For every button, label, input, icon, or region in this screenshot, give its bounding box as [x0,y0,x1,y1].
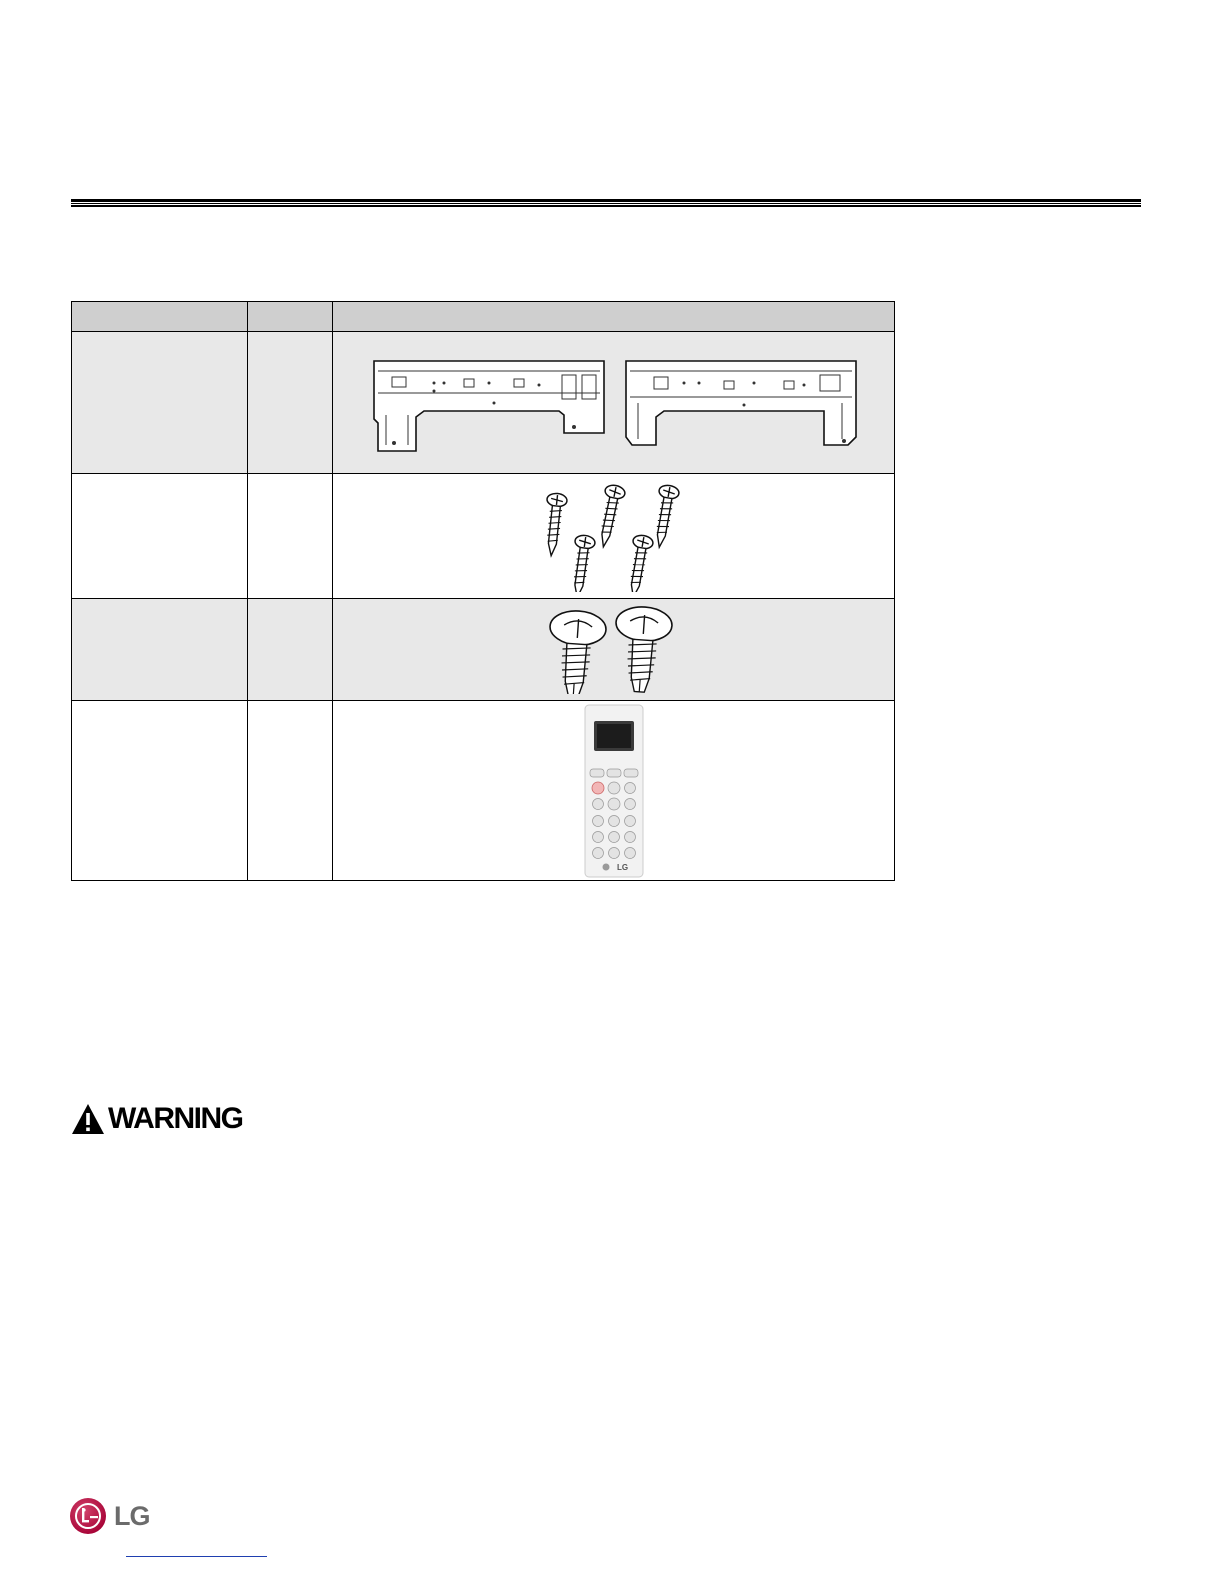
table-row [72,332,895,474]
cell-name [72,474,248,599]
header-rule [71,205,1141,207]
installation-plates-image [364,353,864,453]
footer-brand [69,1497,150,1535]
table-row [72,599,895,701]
warning-heading [71,1101,243,1137]
cell-qty [248,599,333,701]
footer-brand-text: LG [114,1500,150,1531]
table-header-row [72,302,895,332]
table-row [72,701,895,881]
footer-link[interactable] [126,1556,267,1557]
cell-image [333,474,895,599]
small-screws-image [539,480,689,592]
column-header-shape [333,302,895,332]
remote-brand-label: LG [616,862,628,872]
remote-controller-image [584,704,644,878]
cell-name [72,701,248,881]
cell-qty [248,332,333,474]
warning-triangle-icon [71,1103,105,1135]
cell-name [72,599,248,701]
table-row [72,474,895,599]
header-rule [71,199,1141,202]
column-header-quantity [248,302,333,332]
cell-name [72,332,248,474]
lg-logo-icon [69,1497,107,1535]
cell-image [333,701,895,881]
accessories-table [71,301,895,881]
cell-qty [248,474,333,599]
cell-image [333,332,895,474]
warning-label: WARNING [108,1102,243,1135]
cell-image [333,599,895,701]
cell-qty [248,701,333,881]
large-screws-image [544,606,684,694]
header-rule [71,203,1141,204]
column-header-name [72,302,248,332]
